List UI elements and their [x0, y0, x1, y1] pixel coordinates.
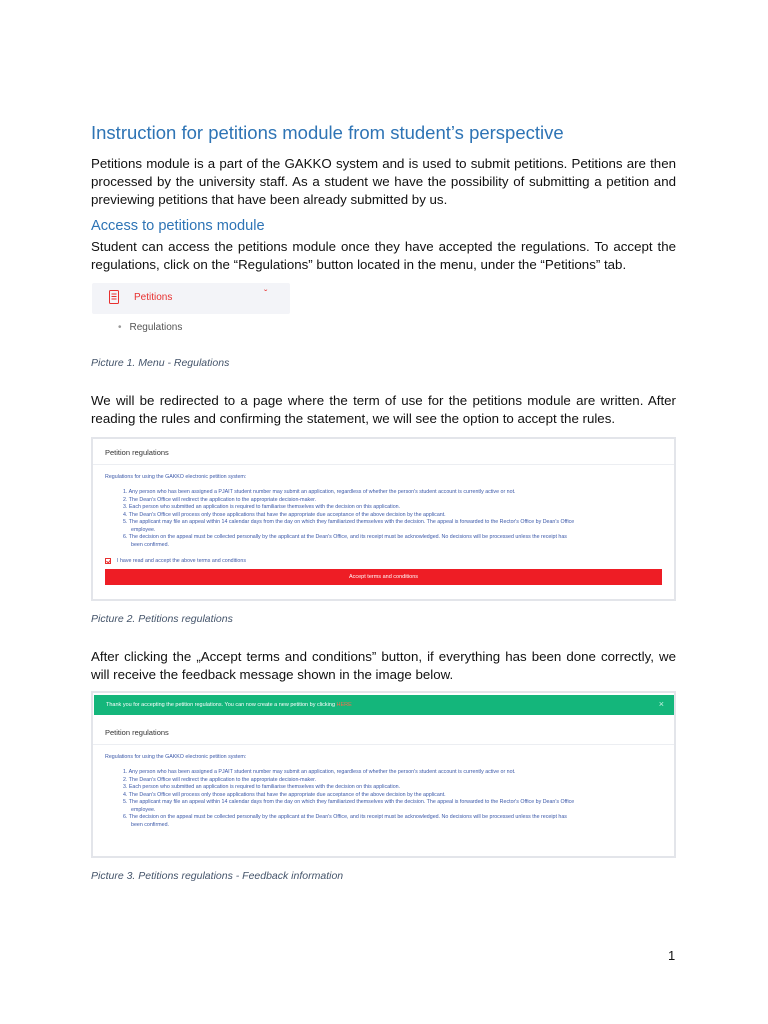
caption-picture-1: Picture 1. Menu - Regulations	[91, 357, 230, 369]
regulation-item: 3. Each person who submitted an application is required to familiarise themselves with the decision on this application.	[123, 784, 401, 790]
page-number: 1	[668, 948, 676, 963]
submenu-regulations-item[interactable]	[118, 322, 182, 333]
regulation-item: 4. The Dean's Office will process only those applications that have the appropriate due acceptance of the above decision by the applicant.	[123, 511, 446, 518]
regulation-item: 5. The applicant may file an appeal within 14 calendar days from the day on which they familiarized themselves with the decision. The appeal is forwarded to the Rector's Office by Dean's Office	[123, 799, 575, 805]
success-alert	[94, 695, 674, 715]
regulations-intro: Regulations for using the GAKKO electronic petition system:	[105, 474, 247, 480]
caption-picture-2: Picture 2. Petitions regulations	[91, 613, 233, 625]
regulation-item: 5. The applicant may file an appeal within 14 calendar days from the day on which they familiarized themselves with the decision. The appeal is forwarded to the Rector's Office by Dean's Office	[123, 519, 575, 525]
caption-picture-3: Picture 3. Petitions regulations - Feedback information	[91, 870, 344, 882]
accept-checkbox-label: I have read and accept the above terms and conditions	[117, 558, 246, 564]
regulations-panel	[91, 437, 676, 601]
regulation-item: been confirmed.	[131, 541, 169, 548]
regulations-list	[105, 489, 662, 549]
regulation-item: 6. The decision on the appeal must be collected personally by the applicant at the Dean's Office, and its receipt must be acknowledged. No decisions will be processed unless the receipt has	[123, 534, 567, 540]
feedback-paragraph: After clicking the „Accept terms and conditions” button, if everything has been done correctly, we will receive the feedback message shown in the image below.	[91, 649, 676, 682]
chevron-down-icon[interactable]: ˇ	[264, 289, 268, 300]
menu-petitions-item[interactable]	[92, 283, 290, 314]
regulation-item: 4. The Dean's Office will process only those applications that have the appropriate due acceptance of the above decision by the applicant.	[123, 791, 446, 798]
regulations-list	[105, 769, 662, 829]
regulation-item: 2. The Dean's Office will redirect the application to the appropriate decision-maker.	[123, 496, 317, 503]
accept-terms-button[interactable]: Accept terms and conditions	[105, 569, 662, 585]
regulations-intro: Regulations for using the GAKKO electronic petition system:	[105, 754, 247, 760]
submenu-regulations-label: Regulations	[129, 322, 183, 333]
access-paragraph: Student can access the petitions module once they have accepted the regulations. To accept the regulations, click on the “Regulations” button located in the menu, under the “Petitions” tab.	[91, 239, 676, 272]
panel-body	[93, 465, 674, 585]
regulation-item: 1. Any person who has been assigned a PJAIT student number may submit an application, regardless of whether the person's student account is currently active or not.	[123, 489, 516, 495]
regulation-item: 6. The decision on the appeal must be collected personally by the applicant at the Dean's Office, and its receipt must be acknowledged. No decisions will be processed unless the receipt has	[123, 814, 567, 820]
success-alert-message: Thank you for accepting the petition regulations. You can now create a new petition by clicking	[106, 702, 336, 708]
regulation-item: employee.	[131, 526, 156, 533]
regulation-item: employee.	[131, 806, 156, 813]
panel-title: Petition regulations	[93, 719, 674, 745]
panel-body	[93, 745, 674, 829]
redirect-paragraph: We will be redirected to a page where the term of use for the petitions module are written. After reading the rules and confirming the statement, we will see the option to accept the rules.	[91, 393, 676, 426]
accept-checkbox-row	[105, 558, 662, 564]
feedback-screenshot	[91, 691, 676, 858]
intro-paragraph: Petitions module is a part of the GAKKO system and is used to submit petitions. Petitions are then processed by the university staff. As a student we have the possibility of submitting a petition and previewing petitions that have been already submitted by us.	[91, 156, 676, 207]
menu-petitions-label: Petitions	[134, 292, 173, 303]
create-petition-link[interactable]: HERE	[336, 702, 352, 708]
accept-checkbox[interactable]	[105, 558, 111, 564]
regulation-item: 2. The Dean's Office will redirect the application to the appropriate decision-maker.	[123, 776, 317, 783]
document-icon	[109, 290, 119, 304]
panel-title: Petition regulations	[93, 439, 674, 465]
regulation-item: 3. Each person who submitted an application is required to familiarise themselves with the decision on this application.	[123, 504, 401, 510]
bullet-icon: •	[118, 322, 122, 333]
regulation-item: 1. Any person who has been assigned a PJAIT student number may submit an application, regardless of whether the person's student account is currently active or not.	[123, 769, 516, 775]
regulation-item: been confirmed.	[131, 821, 169, 828]
section-heading: Access to petitions module	[91, 218, 265, 234]
document-title: Instruction for petitions module from student’s perspective	[91, 122, 564, 143]
close-icon[interactable]: ×	[658, 699, 664, 709]
